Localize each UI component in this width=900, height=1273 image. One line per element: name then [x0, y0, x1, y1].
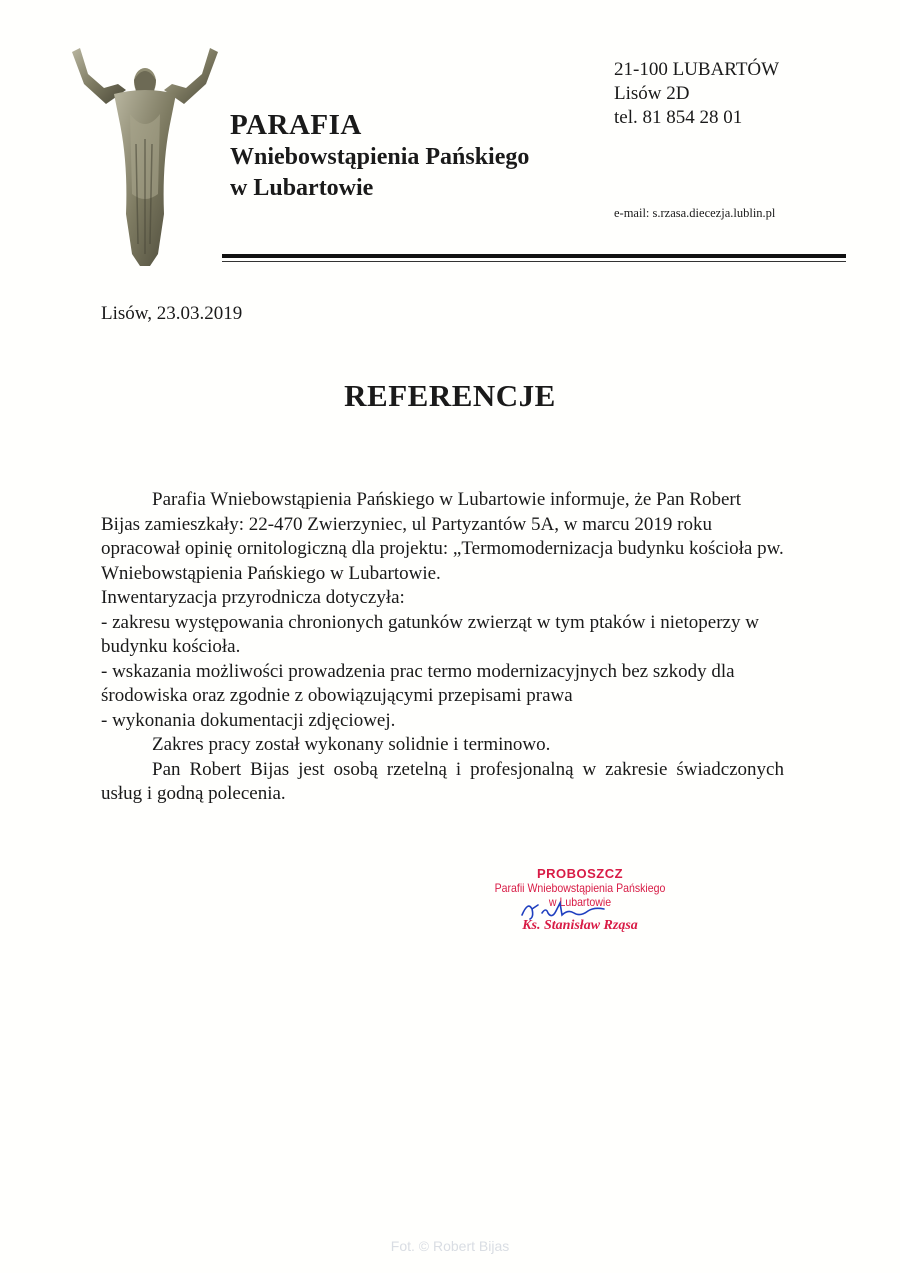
closing-paragraph-2: Pan Robert Bijas jest osobą rzetelną i profesjonalną w zakresie świadczonych usług i godną polecenia. [101, 758, 784, 804]
header-divider-thick [222, 254, 846, 258]
scope-item-2: - wskazania możliwości prowadzenia prac termo modernizacyjnych bez szkody dla środowiska oraz zgodnie z obowiązującymi przepisami prawa [101, 660, 735, 706]
stamp-town: w Lubartowie [548, 895, 612, 909]
scope-item-1: - zakresu występowania chronionych gatunków zwierząt w tym ptaków i nietoperzy w budynku kościoła. [101, 611, 759, 657]
address-city: 21-100 LUBARTÓW [614, 59, 780, 80]
parish-subtitle-2: w Lubartowie [230, 175, 374, 201]
photo-credit-watermark: Fot. © Robert Bijas [390, 1238, 510, 1254]
christ-figure-icon [66, 44, 224, 269]
scope-heading: Inwentaryzacja przyrodnicza dotyczyła: [101, 587, 405, 608]
parish-name: PARAFIA [230, 109, 362, 141]
stamp-title: PROBOSZCZ [536, 866, 624, 881]
email-address: e-mail: s.rzasa.diecezja.lublin.pl [614, 206, 776, 220]
phone-number: tel. 81 854 28 01 [614, 107, 743, 128]
parish-subtitle-1: Wniebowstąpienia Pańskiego [230, 144, 530, 170]
address-street: Lisów 2D [614, 83, 690, 104]
stamp-parish: Parafii Wniebowstąpienia Pańskiego [494, 881, 666, 895]
handwritten-signature [518, 895, 608, 923]
scope-item-3: - wykonania dokumentacji zdjęciowej. [101, 709, 396, 731]
address-block [614, 58, 779, 130]
place-date: Lisów, 23.03.2019 [101, 303, 243, 324]
stamp-priest-name: Ks. Stanisław Rząsa [522, 918, 638, 933]
intro-paragraph: Parafia Wniebowstąpienia Pańskiego w Lubartowie informuje, że Pan Robert Bijas zamieszkały: 22-470 Zwierzyniec, ul Partyzantów 5A, w marcu 2019 roku opracował opinię ornitologiczną dla projektu: „Termomodernizacja budynku kościoła pw. Wniebowstąpienia Pańskiego w Lubartowie. [101, 489, 784, 584]
parish-header [230, 108, 529, 204]
closing-paragraph-1: Zakres pracy został wykonany solidnie i terminowo. [152, 734, 551, 755]
document-title: REFERENCJE [344, 378, 556, 413]
letter-body [101, 488, 784, 807]
header-divider-thin [222, 261, 846, 262]
